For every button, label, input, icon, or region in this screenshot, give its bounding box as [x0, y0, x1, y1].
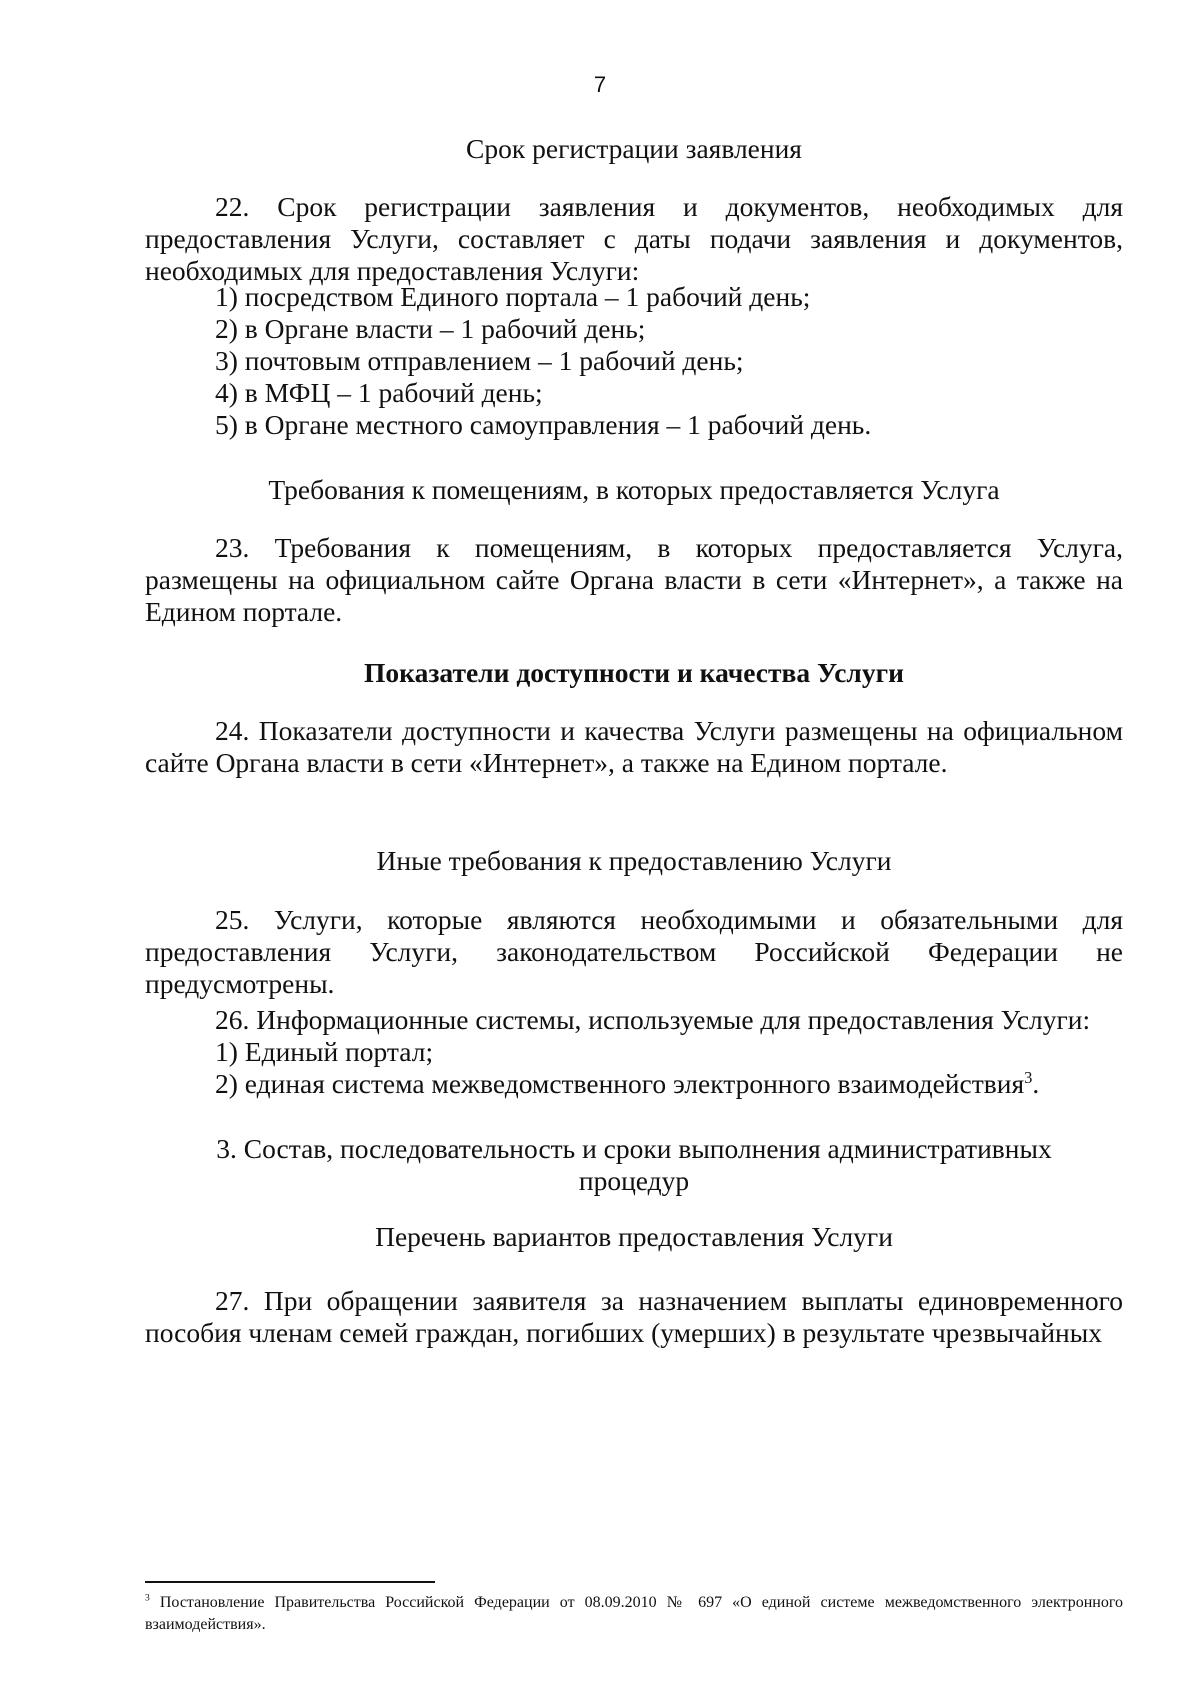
- list-item: 4) в МФЦ – 1 рабочий день;: [215, 377, 543, 408]
- chapter-3-heading-line1: 3. Состав, последовательность и сроки выполнения административных: [216, 1133, 1052, 1164]
- page-number: 7: [593, 72, 607, 97]
- chapter-3-heading-line2: процедур: [578, 1165, 690, 1196]
- section-heading-premises: Требования к помещениям, в которых предоставляется Услуга: [268, 474, 1000, 505]
- list-item-end: .: [1032, 1068, 1040, 1099]
- paragraph-26: 26. Информационные системы, используемые для предоставления Услуги:: [215, 1004, 1091, 1035]
- list-item: 2) в Органе власти – 1 рабочий день;: [215, 313, 646, 344]
- list-item: 1) Единый портал;: [215, 1036, 434, 1067]
- paragraph-23: 23. Требования к помещениям, в которых предоставляется Услуга, размещены на официальном сайте Органа власти в сети «Интернет», а также на Едином портале.: [145, 532, 1123, 627]
- paragraph-22-list: [145, 281, 1123, 441]
- footnote-reference[interactable]: 3: [1024, 1067, 1033, 1087]
- paragraph-22: 22. Срок регистрации заявления и документов, необходимых для предоставления Услуги, составляет с даты подачи заявления и документов, необходимых для предоставления Услуги:: [145, 191, 1123, 286]
- section-heading-registration: Срок регистрации заявления: [466, 133, 802, 164]
- footnote: [145, 1592, 1123, 1636]
- chapter-3-heading: [145, 1133, 1123, 1197]
- list-item-text: 2) единая система межведомственного электронного взаимодействия: [215, 1068, 1025, 1099]
- list-item: [145, 1068, 1123, 1100]
- section-heading-other: Иные требования к предоставлению Услуги: [376, 845, 892, 876]
- paragraph-27: 27. При обращении заявителя за назначением выплаты единовременного пособия членам семей граждан, погибших (умерших) в результате чрезвычайных: [145, 1285, 1123, 1348]
- paragraph-25: 25. Услуги, которые являются необходимыми и обязательными для предоставления Услуги, законодательством Российской Федерации не предусмотрены.: [145, 904, 1123, 999]
- section-heading-variants: Перечень вариантов предоставления Услуги: [375, 1221, 893, 1252]
- section-heading-quality: Показатели доступности и качества Услуги: [364, 657, 904, 688]
- footnote-text: Постановление Правительства Российской Федерации от 08.09.2010 № 697 «О единой системе межведомственного электронного взаимодействия».: [145, 1594, 1123, 1633]
- list-item: 5) в Органе местного самоуправления – 1 рабочий день.: [215, 409, 872, 440]
- paragraph-26-list: [145, 1036, 1123, 1100]
- paragraph-24: 24. Показатели доступности и качества Услуги размещены на официальном сайте Органа власти в сети «Интернет», а также на Едином портале.: [145, 715, 1123, 778]
- list-item: 3) почтовым отправлением – 1 рабочий день;: [215, 345, 744, 376]
- list-item: 1) посредством Единого портала – 1 рабочий день;: [215, 281, 811, 312]
- footnote-separator: [145, 1581, 435, 1583]
- footnote-marker: 3: [145, 1592, 150, 1604]
